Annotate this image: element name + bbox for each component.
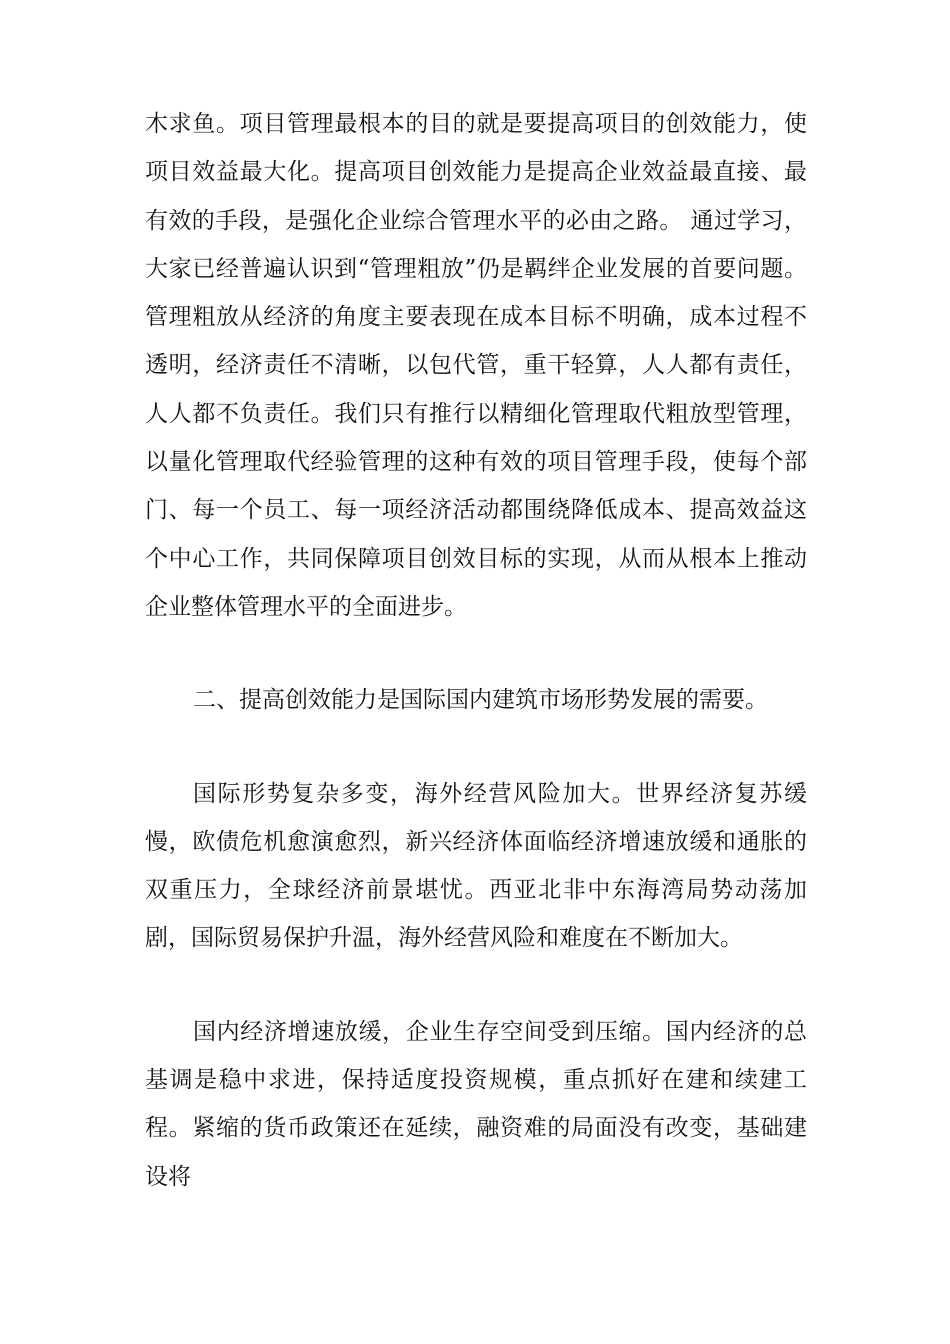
paragraph-continuation: 木求鱼。项目管理最根本的目的就是要提高项目的创效能力，使项目效益最大化。提高项目创效能力是提高企业效益最直接、最有效的手段，是强化企业综合管理水平的必由之路。 通过学习，大家已经普遍认识到“管理粗放”仍是羁绊企业发展的首要问题。管理粗放从经济的角度主要表现在成本目标不明确，成本过程不透明，经济责任不清晰，以包代管，重干轻算，人人都有责任，人人都不负责任。我们只有推行以精细化管理取代粗放型管理，以量化管理取代经验管理的这种有效的项目管理手段，使每个部门、每一个员工、每一项经济活动都围绕降低成本、提高效益这个中心工作，共同保障项目创效目标的实现，从而从根本上推动企业整体管理水平的全面进步。 (145, 111, 807, 620)
document-body (145, 100, 807, 1201)
section-heading: 二、提高创效能力是国际国内建筑市场形势发展的需要。 (193, 687, 768, 714)
paragraph-gap (145, 963, 807, 1008)
paragraph-international: 国际形势复杂多变，海外经营风险加大。世界经济复苏缓慢，欧债危机愈演愈烈，新兴经济体面临经济增速放缓和通胀的双重压力，全球经济前景堪忧。西亚北非中东海湾局势动荡加剧，国际贸易保护升温，海外经营风险和难度在不断加大。 (145, 780, 807, 952)
paragraph-gap (145, 725, 807, 770)
paragraph-gap (145, 631, 807, 676)
paragraph-domestic: 国内经济增速放缓，企业生存空间受到压缩。国内经济的总基调是稳中求进，保持适度投资规模，重点抓好在建和续建工程。紧缩的货币政策还在延续，融资难的局面没有改变，基础建设将 (145, 1018, 807, 1190)
